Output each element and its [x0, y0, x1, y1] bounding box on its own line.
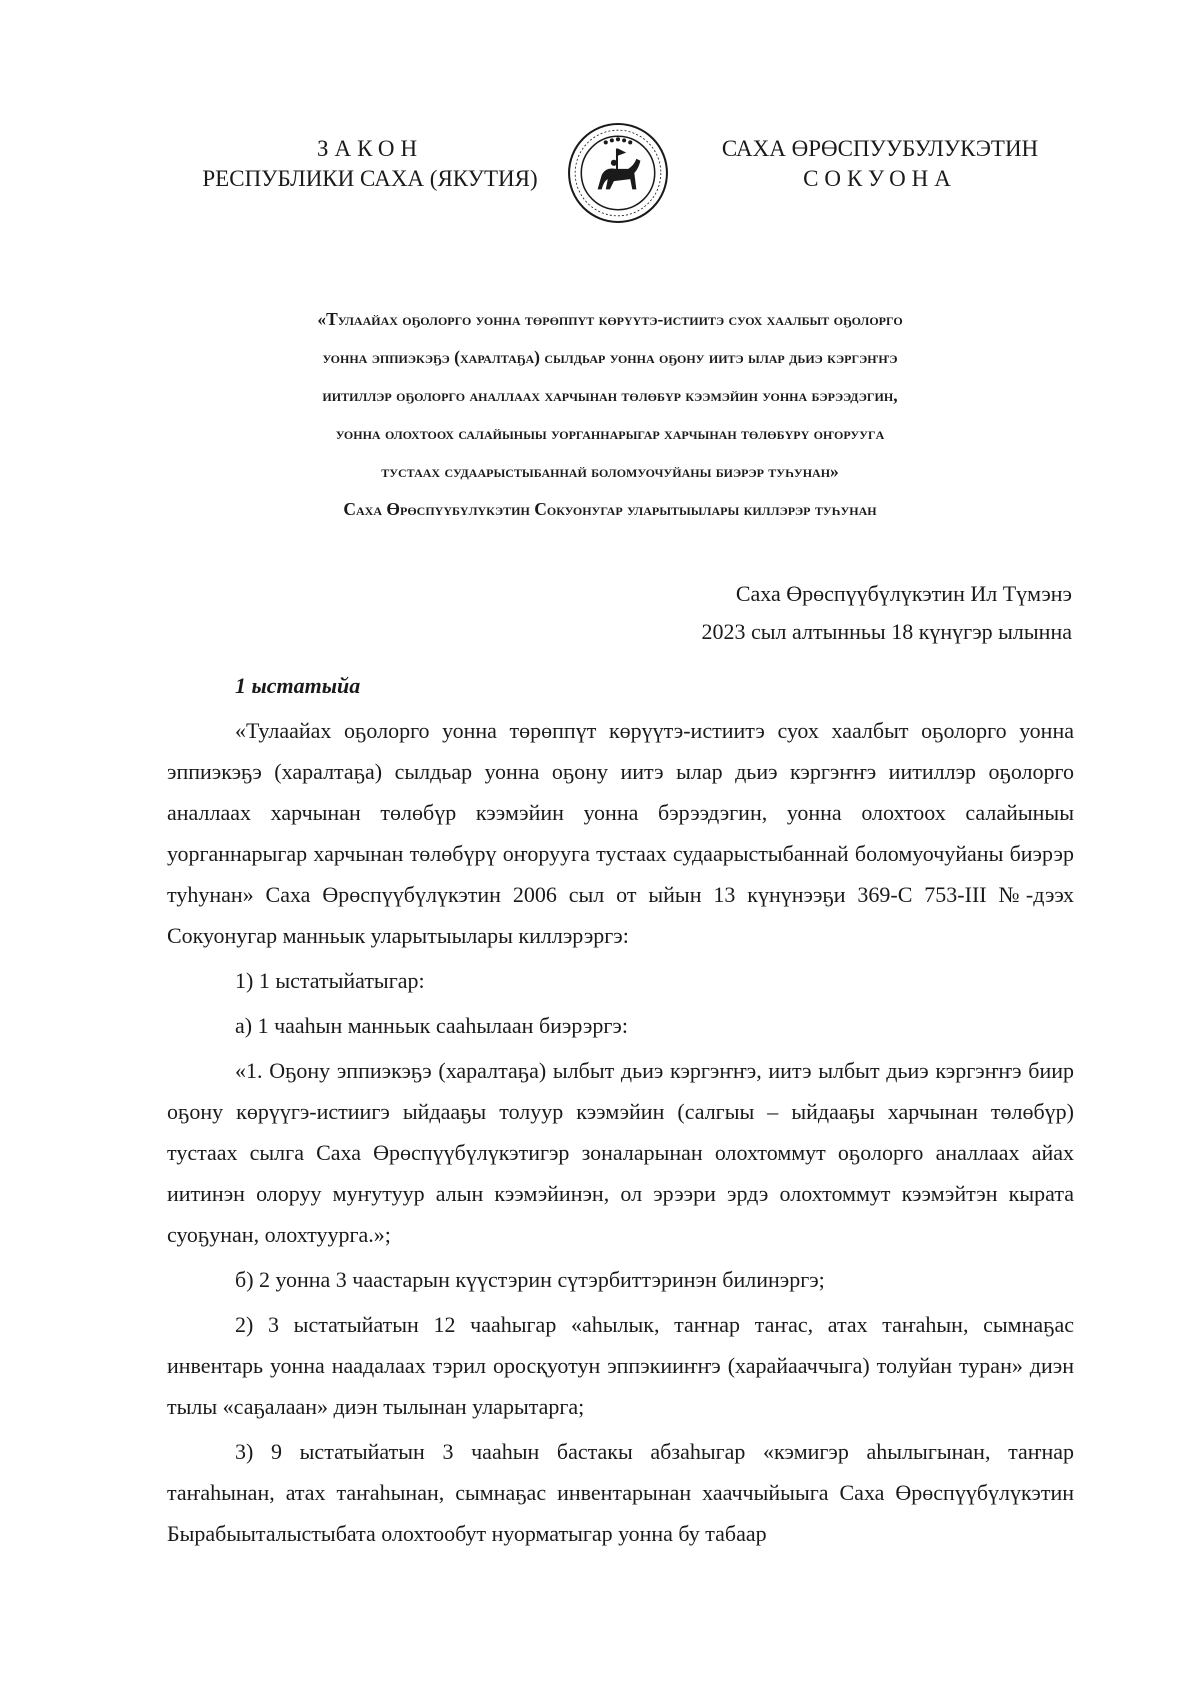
paragraph: «1. Оҕону эппиэкэҕэ (харалтаҕа) ылбыт дьиэ кэргэҥҥэ, иитэ ылбыт дьиэ кэргэҥҥэ биир оҕону көрүүгэ-истиигэ ыйдааҕы толуур кээмэйин (салгыы – ыйдааҕы харчынан төлөбүр) тустаах сылга Саха Өрөспүүбүлүкэтигэр зоналарынан олохтоммут оҕолорго аналлаах айах иитинэн олоруу муҥутуур алын кээмэйинэн, ол эрээри эрдэ олохтоммут кээмэйтэн кырата суоҕунан, олохтуурга.»;: [167, 1058, 1074, 1247]
paragraph: «Тулаайах оҕолорго уонна төрөппүт көрүүтэ-истиитэ суох хаалбыт оҕолорго уонна эппиэкэҕэ (харалтаҕа) сылдьар уонна оҕону иитэ ылар дьиэ кэргэҥҥэ иитиллэр оҕолорго аналлаах харчынан төлөбүр кээмэйин уонна бэрээдэгин, уонна олохтоох салайыныы уорганнарыгар харчынан төлөбүрү оҥоруугa тустаах судаарыстыбаннай боломуочуйаны биэрэр туһунан» Саха Өрөспүүбүлүкэтин 2006 сыл от ыйын 13 күнүнээҕи 369-С 753-III №-дээх Сокуонугар манньык уларытыылары киллэрэргэ:: [167, 718, 1074, 948]
adoption-block: [702, 575, 1073, 651]
title-line: «Тулаайах оҕолорго уонна төрөппүт көрүүтэ-истиитэ суох хаалбыт оҕолорго: [317, 309, 903, 329]
paragraph: 3) 9 ыстатыйатын 3 чааһын бастакы абзаһыгар «кэмигэр аһылыгынан, таҥнар таҥаһынан, атах таҥаһынан, сымнаҕас инвентарынан хааччыйыыга Саха Өрөспүүбүлүкэтин Бырабыыталыстыбата олохтообут нуорматыгар уонна бу табаар: [167, 1439, 1074, 1546]
header-right: [718, 134, 1042, 194]
paragraph: б) 2 уонна 3 чаастарын күүстэрин сүтэрбиттэринэн билинэргэ;: [235, 1267, 825, 1292]
title-line: Саха Өрөспүүбүлүкэтин Сокуонугар уларытыылары киллэрэр туһунан: [343, 499, 877, 519]
republic-name-ru: РЕСПУБЛИКИ САХА (ЯКУТИЯ): [202, 166, 538, 191]
paragraph: 2) 3 ыстатыйатын 12 чааһыгар «аһылык, таҥнар таҥас, атах таҥаһын, сымнаҕас инвентарь уонна наадалаах тэрил оросқуотун эппэкииҥҥэ (харайааччыга) толуйан туран» диэн тылы «саҕалаан» диэн тылынан уларытарга;: [167, 1312, 1074, 1419]
coat-of-arms-icon: [567, 122, 669, 224]
law-label-sakha: СОКУОНА: [803, 166, 957, 191]
adoption-date: 2023 сыл алтынньы 18 күнүгэр ылынна: [701, 619, 1072, 644]
header-left: [200, 134, 540, 194]
paragraph: 1) 1 ыстатыйатыгар:: [235, 968, 425, 993]
title-line: уонна олохтоох салайыныы уорганнарыгар харчынан төлөбүрү оҥоруугa: [335, 423, 885, 443]
title-line: уонна эппиэкэҕэ (харалтаҕа) сылдьар уонна оҕону иитэ ылар дьиэ кэргэҥҥэ: [322, 347, 898, 367]
document-title: [150, 300, 1070, 528]
law-label: ЗАКОН: [316, 136, 424, 161]
paragraph: а) 1 чааһын манньык сааһылаан биэрэргэ:: [235, 1013, 628, 1038]
article-body: [167, 710, 1074, 1558]
republic-name-sakha: САХА ӨРӨСПУУБУЛУКЭТИН: [721, 136, 1039, 161]
title-line: иитиллэр оҕолорго аналлаах харчынан төлөбүр кээмэйин уонна бэрээдэгин,: [322, 385, 898, 405]
adopting-body: Саха Өрөспүүбүлүкэтин Ил Түмэнэ: [735, 581, 1072, 606]
title-line: тустаах судаарыстыбаннай боломуочуйаны биэрэр туһунан»: [381, 461, 839, 481]
article-heading: 1 ыстатыйа: [235, 673, 361, 698]
